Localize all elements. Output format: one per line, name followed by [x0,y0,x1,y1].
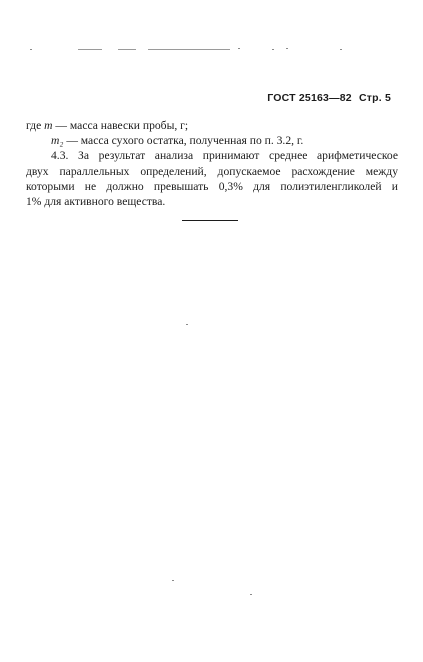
definition-text: — масса навески пробы, г; [55,119,189,132]
scan-artifact [78,49,102,50]
symbol-m: m [44,119,53,132]
page-number: Стр. 5 [358,92,391,104]
paragraph-4-3-line: двух параллельных определений, допускаемое расхождение между [26,164,398,178]
scan-artifact [118,49,136,50]
scan-artifact [272,49,274,50]
symbol-m2: m₂ [51,134,64,148]
definition-prefix: где [26,119,42,132]
scan-artifact [340,49,342,50]
scan-artifact [172,580,174,581]
page-body [26,118,398,209]
paragraph-4-3-line: 4.3. За результат анализа принимают среднее арифметическое [51,149,398,163]
paragraph-4-3-line: которыми не должно превышать 0,3% для полиэтиленгликолей и [26,179,398,193]
definition-line-m [26,118,398,133]
definition-line-m2 [26,133,398,148]
scan-artifact [30,49,32,50]
page-header [267,92,391,104]
scan-artifact [186,324,188,325]
scan-artifact [238,48,240,49]
scan-artifact [250,594,252,595]
scan-artifact [148,49,230,50]
paragraph-4-3-line: 1% для активного вещества. [26,195,166,209]
section-end-rule [182,220,238,221]
definition-text: — масса сухого остатка, полученная по п. 3.2, г. [66,134,304,148]
scan-artifact [286,48,288,49]
standard-number: ГОСТ 25163—82 [267,92,352,104]
